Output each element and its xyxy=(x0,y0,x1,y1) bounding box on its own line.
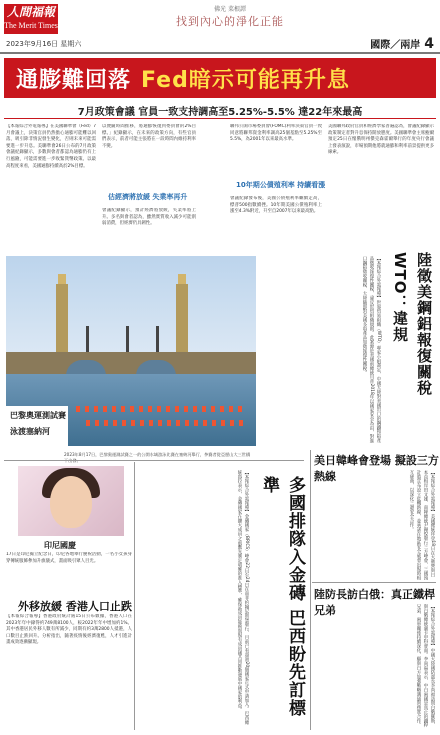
lead-column-3: 聯邦公開市場委員會(FOMC)利率決策官員一致同意將聯邦資金利率調高25個基點至5.25%至5.5%，為2001年以來最高水準。 xyxy=(230,124,322,143)
page-number: 4 xyxy=(424,36,434,52)
lead-column-1: 【本報綜合外電報導】在美國聯準會（Fed）7月會議上，決策官員仍然擔心通膨可能難以回落，吸引除非情況發生變化，否則未來可能需要進一步升息。美聯準會26日公布的7月政策會議紀錄顯示，多數與會者都認為通膨仍有上行風險，可能需要進一步收緊貨幣政策。以最高程度來看，美國通膨持續高於2%目標。 xyxy=(6,124,96,169)
lead-headline-part2: Fed暗示可能再升息 xyxy=(141,67,350,93)
section-name: 國際／兩岸 xyxy=(370,40,421,51)
lead-headline-part1: 通膨難回落 xyxy=(16,67,132,93)
swimmers-row xyxy=(76,406,246,412)
swimmers-row xyxy=(86,420,246,426)
paris-bridge-photo xyxy=(6,256,256,446)
girl-portrait-photo xyxy=(18,466,124,536)
wto-headline: 陸徵美鋼鋁報復關稅 WTO：違規 xyxy=(391,252,433,396)
bridge-deck xyxy=(6,352,256,374)
lead-column-2: 以便隨時間推移，將通膨恢復到委員會的2%目標。」紀錄顯示，在未來的政策方向，有些官員們表示，前者可能主張將在一段時間內維持利率不變。 xyxy=(102,124,196,149)
hk-article-body: 【本報綜合報導】香港政府統計處15日公布數據，香港人口在2023年年中錄得約749萬8100人，較2022年年中增加約1%。其中香港居民外移人數有所減少，同期有約3萬2800人抵港，人口數目止跌回升。分析指出，隨著疫情後經濟復甦，人才引進計畫成效逐漸顯現。 xyxy=(6,614,132,646)
newspaper-logo xyxy=(4,4,58,34)
lamp-post xyxy=(156,326,159,354)
portrait-caption-body: 17日是印尼獨立紀念日，印尼各地舉行慶祝活動，一名小女孩身穿傳統服飾參加升旗儀式，畫面吸引眾人目光。 xyxy=(6,552,132,564)
lead-column-4: 美國聯邦政府官員和經濟學家普遍認為，會議紀錄顯示政策制定者對升息保持開放態度。美國聯準會主席鮑爾預定25日在懷俄明州傑克森霍爾舉行的年度央行會議上發表演說，市場預期他將就通膨和利率前景提供更多線索。 xyxy=(328,124,434,156)
section-divider xyxy=(4,460,304,461)
slogan-area xyxy=(150,4,310,34)
photo-caption-line-2: 泳渡塞納河 xyxy=(10,427,50,436)
lead-divider xyxy=(4,118,436,119)
bridge-pillar-right xyxy=(176,284,188,354)
brics-headline: 多國排隊入金磚 巴西盼先訂標準 xyxy=(259,476,305,717)
portrait-caption-title: 印尼國慶 xyxy=(44,541,76,550)
slogan-label: 佛光 菜根譚 xyxy=(214,6,246,13)
summit-headline: 美日韓峰會登場 擬設三方熱線 xyxy=(314,454,439,483)
lead-subtitle-1: 估經濟將放緩 失業率再升 xyxy=(108,193,188,201)
photo-note: 2023年8月17日，巴黎奧運測試賽之一的公開水域游泳比賽在塞納河舉行，參賽者從亞歷山大三世橋 xyxy=(64,452,251,457)
lamp-post xyxy=(126,326,129,354)
issue-date: 2023年9月16日 星期六 xyxy=(6,40,82,48)
wto-article-body: 【本報綜合外電報導】世界貿易組織（WTO）專家小組裁定，中國大陸對美國出口的鋼鐵和鋁產品徵收報復性關稅，違反世貿組織規則。此案源於美國前總統川普2018年以國家安全為由，對進口鋼鋁徵收關稅，大陸隨即對美國多項產品加徵報復性關稅。 xyxy=(362,256,381,444)
lamp-post xyxy=(86,326,89,354)
defense-article-body: 【本報綜合外電報導】中國大陸國防部長李尚福訪問白俄羅斯，與白俄總統盧卡申科會面。李尚福表示，中白兩國是真正的鐵桿兄弟，兩軍關係持續深化，願與白方加強戰略溝通與務實合作。 xyxy=(416,604,435,728)
section-divider xyxy=(312,582,436,583)
portrait-face xyxy=(50,476,92,528)
column-divider xyxy=(310,450,311,730)
defense-headline: 陸防長訪白俄：真正鐵桿兄弟 xyxy=(314,588,435,617)
lead-headline-banner xyxy=(4,58,436,98)
photo-caption-line-1: 巴黎奧運測試賽 xyxy=(10,411,66,420)
slogan-text: 找到內心的淨化正能 xyxy=(176,15,284,28)
hk-headline: 外移放緩 香港人口止跌 xyxy=(18,600,132,613)
summit-article-body: 【本報綜合外電報導】美國總統拜登18日在大衛營與日本首相岸田文雄、南韓總統尹錫悅舉行三方峰會，三國預計將宣布設立危機熱線，並承諾在地區安全威脅出現時相互磋商，以深化三邊安全合作。 xyxy=(409,470,435,580)
brics-article-body: 【本報綜合外電報導】金磚國家（BRICS）峰會22日至24日在南非約翰尼斯堡舉行，目前已有超過20個國家正式申請加入。巴西總統魯拉表示，金磚國家在擴大成員之前應先制定明確的准入標準，確保新成員能夠與現有成員國共同推動發展中國家的利益。 xyxy=(237,470,249,725)
lead-column-2b: 會議紀錄顯示，預計經濟將放緩，失業率將上升。多名與會者認為，雖然實質收入減少可能削弱消費，但經濟仍具韌性。 xyxy=(102,208,196,227)
masthead xyxy=(0,0,440,52)
lead-subtitle-2: 10年期公債殖利率 持續看漲 xyxy=(236,181,326,189)
lead-column-3b: 會議紀錄發布後，美國公債殖利率繼續走高，標普500指數續挫。10年期美國公債殖利率上漲至4.3%附近，升至自2007年以來最高點。 xyxy=(230,196,322,215)
lead-subheadline: 7月政策會議 官員一致支持調高至5.25%-5.5% 達22年來最高 xyxy=(77,107,363,118)
logo-english: The Merit Times xyxy=(4,21,58,30)
bridge-pillar-left xyxy=(56,284,68,354)
column-divider xyxy=(134,462,135,730)
masthead-divider xyxy=(0,52,440,54)
section-title xyxy=(370,36,434,52)
logo-chinese: 人間福報 xyxy=(6,5,55,19)
